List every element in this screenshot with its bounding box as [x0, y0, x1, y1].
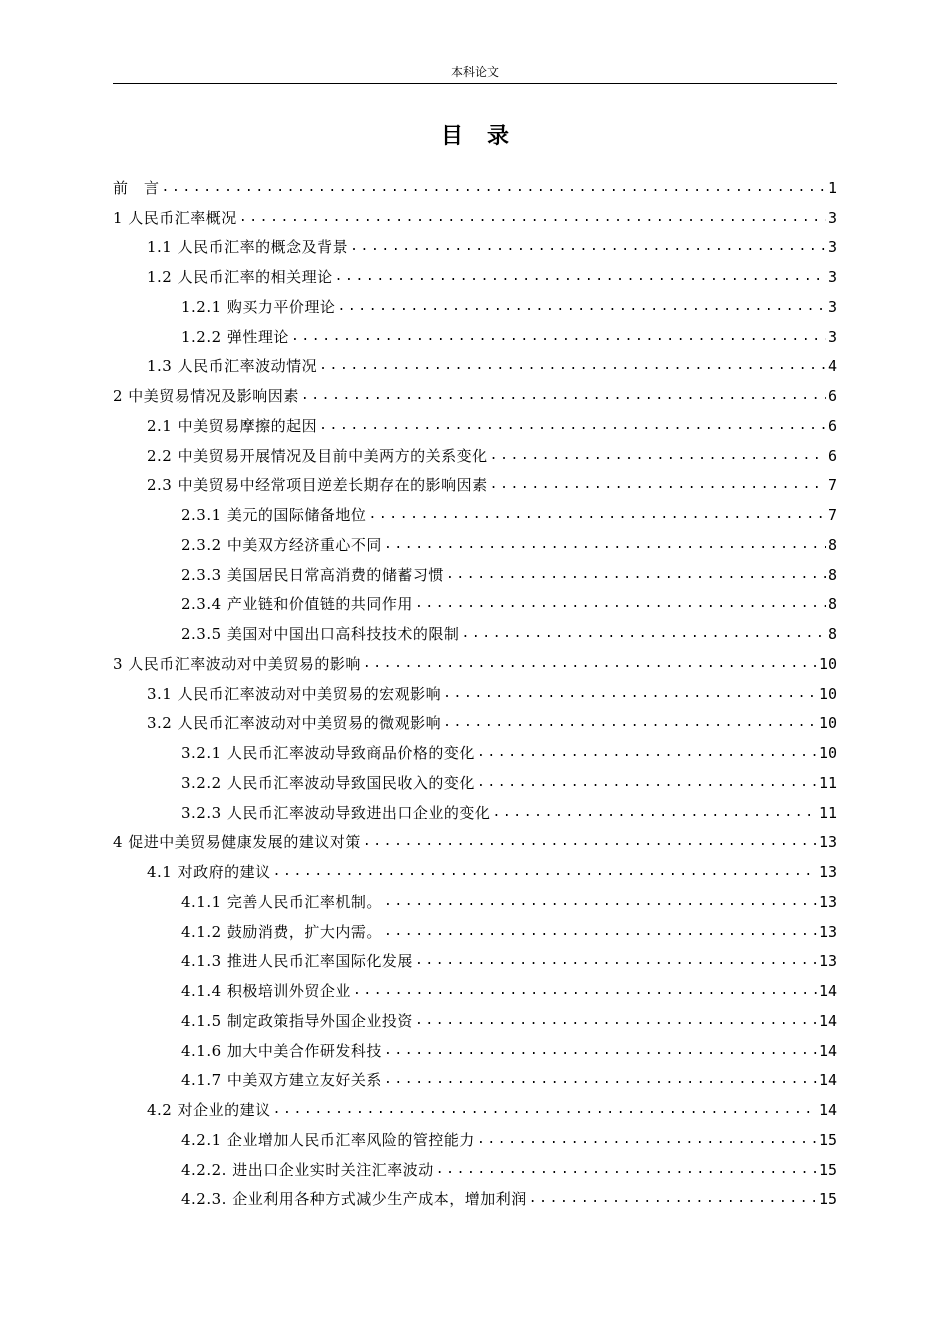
toc-entry-title: 2.3.4 产业链和价值链的共同作用 — [181, 595, 413, 614]
toc-entry-title: 2.3.5 美国对中国出口高科技技术的限制 — [181, 625, 460, 644]
toc-page-number: 3 — [827, 297, 837, 316]
toc-entry-title: 2.3.3 美国居民日常高消费的储蓄习惯 — [181, 565, 444, 584]
toc-entry[interactable] — [113, 590, 837, 620]
toc-entry-title: 1.2 人民币汇率的相关理论 — [147, 268, 333, 287]
toc-entry[interactable] — [113, 976, 837, 1006]
toc-page-number: 10 — [818, 744, 837, 763]
toc-entry-title: 4.1.1 完善人民币汇率机制。 — [181, 892, 382, 911]
toc-page-number: 10 — [818, 684, 837, 703]
toc-entry[interactable] — [113, 1006, 837, 1036]
toc-entry[interactable] — [113, 857, 837, 887]
toc-page-number: 13 — [818, 952, 837, 971]
toc-entry[interactable] — [113, 709, 837, 739]
toc-entry[interactable] — [113, 1125, 837, 1155]
toc-dot-leader — [239, 208, 826, 228]
toc-entry-title: 3.2.2 人民币汇率波动导致国民收入的变化 — [181, 773, 475, 792]
toc-entry[interactable] — [113, 679, 837, 709]
toc-entry-title: 2.1 中美贸易摩擦的起因 — [147, 416, 318, 435]
toc-page-number: 3 — [827, 327, 837, 346]
toc-dot-leader — [436, 1160, 817, 1180]
toc-dot-leader — [529, 1189, 817, 1209]
toc-entry[interactable] — [113, 649, 837, 679]
toc-entry[interactable] — [113, 1066, 837, 1096]
toc-dot-leader — [319, 416, 826, 436]
toc-page-number: 15 — [818, 1160, 837, 1179]
toc-dot-leader — [363, 654, 817, 674]
toc-dot-leader — [384, 535, 826, 555]
toc-dot-leader — [477, 773, 817, 793]
toc-entry-title: 2.3 中美贸易中经常项目逆差长期存在的影响因素 — [147, 476, 488, 495]
toc-page-number: 8 — [827, 565, 837, 584]
toc-entry-title: 3.2 人民币汇率波动对中美贸易的微观影响 — [147, 714, 442, 733]
toc-dot-leader — [291, 327, 826, 347]
toc-page-number: 3 — [827, 268, 837, 287]
toc-page-number: 10 — [818, 654, 837, 673]
toc-entry-title: 3.1 人民币汇率波动对中美贸易的宏观影响 — [147, 684, 442, 703]
toc-entry-title: 4.1.4 积极培训外贸企业 — [181, 982, 351, 1001]
toc-entry-title: 1.2.2 弹性理论 — [181, 327, 289, 346]
toc-entry[interactable] — [113, 917, 837, 947]
toc-entry[interactable] — [113, 887, 837, 917]
toc-entry-title: 4.1.2 鼓励消费，扩大内需。 — [181, 922, 382, 941]
toc-dot-leader — [415, 1011, 817, 1031]
toc-page-number: 11 — [818, 803, 837, 822]
toc-entry-title: 2.3.1 美元的国际储备地位 — [181, 506, 367, 525]
toc-entry[interactable] — [113, 768, 837, 798]
toc-entry[interactable] — [113, 173, 837, 203]
toc-entry[interactable] — [113, 203, 837, 233]
toc-dot-leader — [363, 832, 817, 852]
toc-page-number: 8 — [827, 595, 837, 614]
toc-entry-title: 4.1.6 加大中美合作研发科技 — [181, 1041, 382, 1060]
toc-entry[interactable] — [113, 233, 837, 263]
toc-entry[interactable] — [113, 471, 837, 501]
toc-dot-leader — [368, 505, 826, 525]
toc-page-number: 10 — [818, 714, 837, 733]
toc-dot-leader — [162, 178, 826, 198]
toc-entry-title: 4 促进中美贸易健康发展的建议对策 — [113, 833, 361, 852]
toc-entry[interactable] — [113, 828, 837, 858]
toc-entry-title: 2.2 中美贸易开展情况及目前中美两方的关系变化 — [147, 446, 488, 465]
toc-page-number: 3 — [827, 208, 837, 227]
toc-dot-leader — [443, 684, 817, 704]
toc-page-number: 1 — [827, 178, 837, 197]
toc-entry-title: 1.3 人民币汇率波动情况 — [147, 357, 318, 376]
toc-page-number: 15 — [818, 1190, 837, 1209]
toc-page-number: 13 — [818, 833, 837, 852]
toc-entry-title: 3.2.1 人民币汇率波动导致商品价格的变化 — [181, 744, 475, 763]
toc-page-number: 6 — [827, 446, 837, 465]
toc-dot-leader — [477, 743, 817, 763]
toc-entry[interactable] — [113, 352, 837, 382]
toc-entry-title: 4.1 对政府的建议 — [147, 863, 271, 882]
toc-entry-title: 4.1.7 中美双方建立友好关系 — [181, 1071, 382, 1090]
toc-entry[interactable] — [113, 1155, 837, 1185]
toc-entry-title: 2.3.2 中美双方经济重心不同 — [181, 535, 382, 554]
toc-page-number: 6 — [827, 387, 837, 406]
toc-page-number: 13 — [818, 863, 837, 882]
toc-entry[interactable] — [113, 381, 837, 411]
toc-entry-title: 3 人民币汇率波动对中美贸易的影响 — [113, 654, 361, 673]
toc-page-number: 7 — [827, 476, 837, 495]
toc-entry[interactable] — [113, 530, 837, 560]
toc-entry-title: 4.1.3 推进人民币汇率国际化发展 — [181, 952, 413, 971]
toc-entry[interactable] — [113, 1036, 837, 1066]
toc-dot-leader — [443, 713, 817, 733]
toc-entry[interactable] — [113, 1185, 837, 1215]
toc-entry[interactable] — [113, 411, 837, 441]
toc-entry-title: 3.2.3 人民币汇率波动导致进出口企业的变化 — [181, 803, 491, 822]
toc-entry[interactable] — [113, 262, 837, 292]
toc-entry-title: 1.1 人民币汇率的概念及背景 — [147, 238, 349, 257]
toc-dot-leader — [353, 981, 817, 1001]
toc-page-number: 6 — [827, 416, 837, 435]
toc-entry-title: 4.2 对企业的建议 — [147, 1101, 271, 1120]
toc-page-number: 14 — [818, 982, 837, 1001]
toc-page-number: 14 — [818, 1041, 837, 1060]
page-header: 本科论文 — [450, 65, 499, 79]
toc-entry[interactable] — [113, 500, 837, 530]
toc-entry[interactable] — [113, 322, 837, 352]
toc-title: 目录 — [440, 124, 533, 149]
toc-entry-title: 4.2.1 企业增加人民币汇率风险的管控能力 — [181, 1130, 475, 1149]
toc-entry-title: 2 中美贸易情况及影响因素 — [113, 387, 299, 406]
toc-page-number: 13 — [818, 922, 837, 941]
toc-dot-leader — [384, 922, 817, 942]
toc-dot-leader — [335, 267, 826, 287]
toc-entry[interactable] — [113, 619, 837, 649]
toc-dot-leader — [384, 1070, 817, 1090]
toc-page-number: 3 — [827, 238, 837, 257]
toc-page-number: 8 — [827, 625, 837, 644]
toc-dot-leader — [384, 1041, 817, 1061]
toc-dot-leader — [492, 803, 817, 823]
toc-entry[interactable] — [113, 441, 837, 471]
toc-entry[interactable] — [113, 738, 837, 768]
toc-dot-leader — [337, 297, 826, 317]
toc-page-number: 14 — [818, 1071, 837, 1090]
toc-entry[interactable] — [113, 947, 837, 977]
toc-dot-leader — [273, 1100, 817, 1120]
toc-entry[interactable] — [113, 292, 837, 322]
toc-dot-leader — [461, 624, 826, 644]
toc-dot-leader — [415, 594, 826, 614]
toc-entry-title: 4.1.5 制定政策指导外国企业投资 — [181, 1011, 413, 1030]
toc-dot-leader — [319, 356, 826, 376]
toc-entry-title: 1.2.1 购买力平价理论 — [181, 297, 336, 316]
toc-page-number: 8 — [827, 535, 837, 554]
toc-dot-leader — [490, 446, 826, 466]
toc-dot-leader — [384, 892, 817, 912]
toc-dot-leader — [301, 386, 826, 406]
toc-entry-title: 1 人民币汇率概况 — [113, 208, 237, 227]
toc-page-number: 11 — [818, 773, 837, 792]
toc-page-number: 4 — [827, 357, 837, 376]
toc-page-number: 14 — [818, 1011, 837, 1030]
toc-entry-title: 前 言 — [113, 178, 160, 197]
header-rule — [113, 83, 837, 84]
toc-dot-leader — [415, 951, 817, 971]
table-of-contents — [113, 173, 837, 1214]
toc-page-number: 15 — [818, 1130, 837, 1149]
toc-entry-title: 4.2.2. 进出口企业实时关注汇率波动 — [181, 1160, 434, 1179]
toc-dot-leader — [477, 1130, 817, 1150]
toc-page-number: 7 — [827, 506, 837, 525]
toc-dot-leader — [446, 565, 826, 585]
toc-entry[interactable] — [113, 1095, 837, 1125]
toc-dot-leader — [490, 475, 826, 495]
toc-dot-leader — [350, 237, 826, 257]
toc-page-number: 14 — [818, 1101, 837, 1120]
toc-page-number: 13 — [818, 892, 837, 911]
toc-dot-leader — [273, 862, 817, 882]
toc-entry[interactable] — [113, 798, 837, 828]
toc-entry-title: 4.2.3. 企业利用各种方式减少生产成本，增加利润 — [181, 1190, 527, 1209]
toc-entry[interactable] — [113, 560, 837, 590]
